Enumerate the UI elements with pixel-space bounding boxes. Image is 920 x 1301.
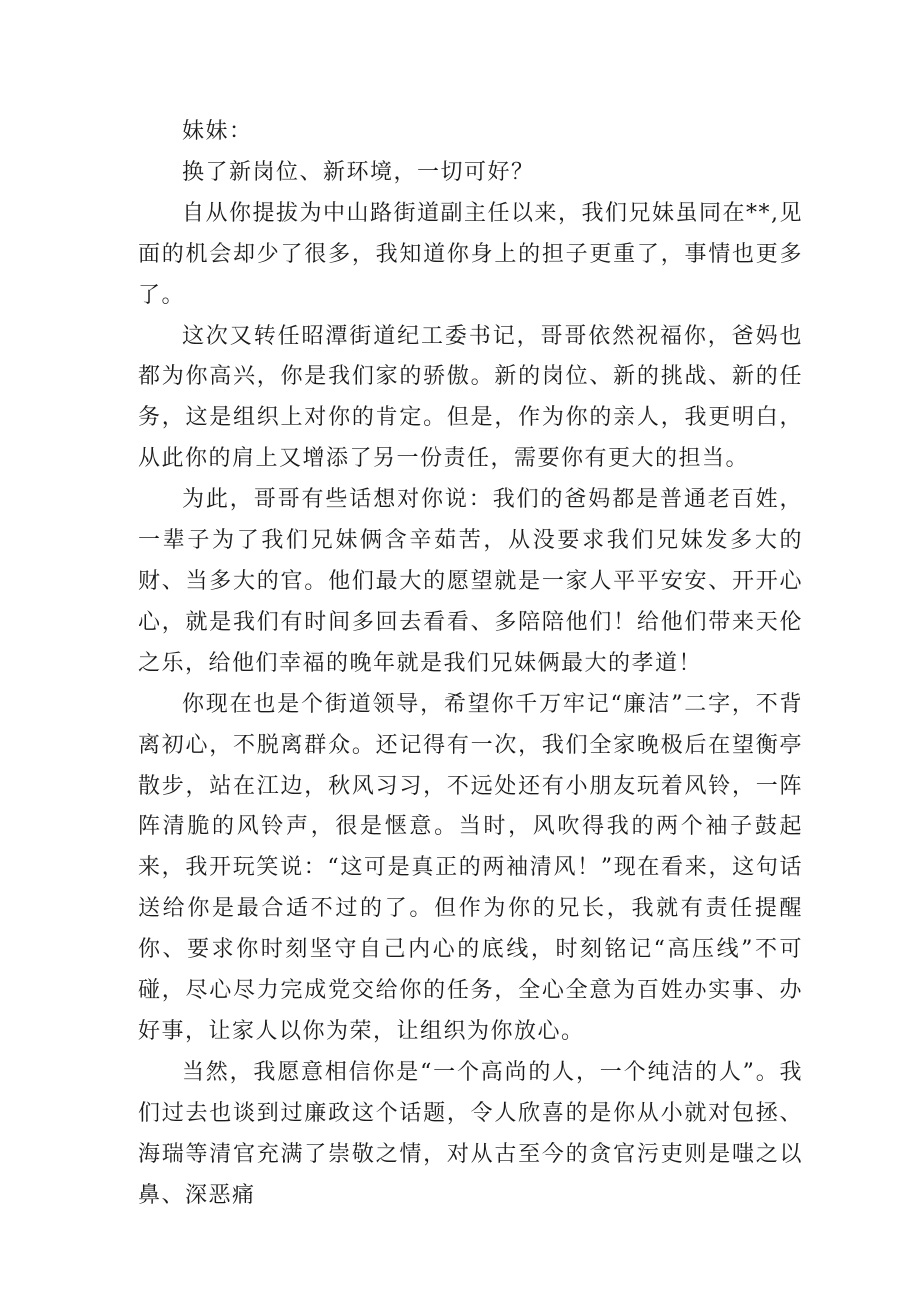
paragraph-greeting: 换了新岗位、新环境，一切可好？ bbox=[182, 159, 535, 185]
letter-body bbox=[138, 112, 803, 1216]
paragraph-promotion: 自从你提拔为中山路街道副主任以来，我们兄妹虽同在**,见面的机会却少了很多，我知道你身上的担子更重了，事情也更多了。 bbox=[138, 200, 803, 308]
paragraph-trust: 当然，我愿意相信你是“一个高尚的人，一个纯洁的人”。我们过去也谈到过廉政这个话题，令人欣喜的是你从小就对包拯、海瑞等清官充满了崇敬之情，对从古至今的贪官污吏则是嗤之以鼻、深恶痛 bbox=[138, 1059, 803, 1208]
paragraph-integrity: 你现在也是个街道领导，希望你千万牢记“廉洁”二字，不背离初心，不脱离群众。还记得有一次，我们全家晚极后在望衡亭散步，站在江边，秋风习习，不远处还有小朋友玩着风铃，一阵阵清脆的风铃声，很是惬意。当时，风吹得我的两个袖子鼓起来，我开玩笑说：“这可是真正的两袖清风！”现在看来，这句话送给你是最合适不过的了。但作为你的兄长，我就有责任提醒你、要求你时刻坚守自己内心的底线，时刻铭记“高压线”不可碰，尽心尽力完成党交给你的任务，全心全意为百姓办实事、办好事，让家人以你为荣，让组织为你放心。 bbox=[138, 691, 803, 1044]
paragraph-new-post: 这次又转任昭潭街道纪工委书记，哥哥依然祝福你，爸妈也都为你高兴，你是我们家的骄傲。新的岗位、新的挑战、新的任务，这是组织上对你的肯定。但是，作为你的亲人，我更明白，从此你的肩上又增添了另一份责任，需要你有更大的担当。 bbox=[138, 323, 803, 472]
paragraph-parents: 为此，哥哥有些话想对你说：我们的爸妈都是普通老百姓，一辈子为了我们兄妹俩含辛茹苦，从没要求我们兄妹发多大的财、当多大的官。他们最大的愿望就是一家人平平安安、开开心心，就是我们有时间多回去看看、多陪陪他们！给他们带来天伦之乐，给他们幸福的晚年就是我们兄妹俩最大的孝道！ bbox=[138, 487, 803, 676]
letter-salutation: 妹妹： bbox=[182, 119, 253, 144]
